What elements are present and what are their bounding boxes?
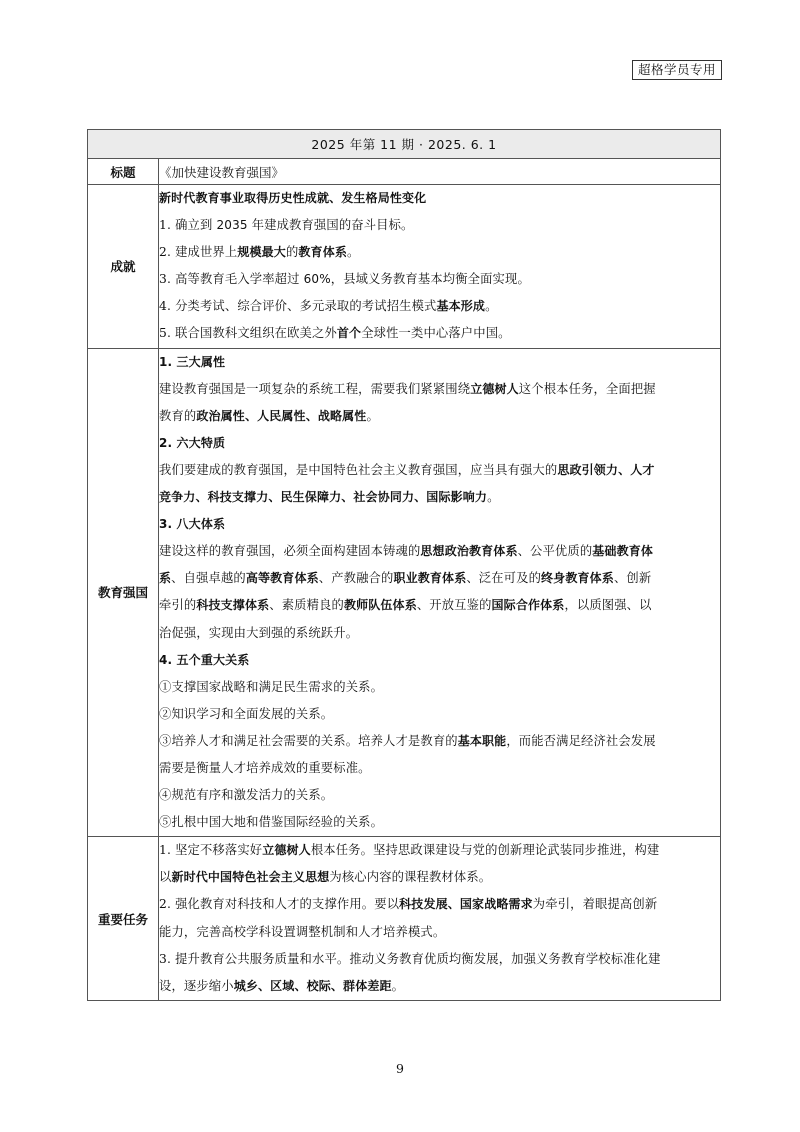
relation-item: ④规范有序和激发活力的关系。 [159,788,334,803]
strong-country-content [159,348,721,837]
task-line: 1. 坚定不移落实好立德树人根本任务。坚持思政课建设与党的创新理论武装同步推进，构建 [159,843,660,858]
relation-item: 需要是衡量人才培养成效的重要标准。 [159,760,371,775]
task-line: 以新时代中国特色社会主义思想为核心内容的课程教材体系。 [159,870,492,885]
title-row [88,159,721,185]
relation-item: ⑤扎根中国大地和借鉴国际经验的关系。 [159,815,384,830]
strong-country-label: 教育强国 [88,348,159,837]
paragraph-line: 牵引的科技支撑体系、素质精良的教师队伍体系、开放互鉴的国际合作体系，以质图强、以 [159,598,652,613]
title-label: 标题 [88,159,159,185]
task-line: 能力，完善高校学科设置调整机制和人才培养模式。 [159,924,446,939]
achievement-item: 4. 分类考试、综合评价、多元录取的考试招生模式基本形成。 [159,299,498,314]
paragraph-line: 系、自强卓越的高等教育体系、产教融合的职业教育体系、泛在可及的终身教育体系、创新 [159,571,652,586]
achievements-content [159,185,721,349]
key-tasks-row [88,837,721,1001]
section-title: 4. 五个重大关系 [159,652,250,667]
section-title: 1. 三大属性 [159,354,226,369]
paragraph-line: 我们要建成的教育强国，是中国特色社会主义教育强国，应当具有强大的思政引领力、人才 [159,462,655,477]
achievement-item: 5. 联合国教科文组织在欧美之外首个全球性一类中心落户中国。 [159,326,511,341]
issue-line: 2025 年第 11 期 · 2025. 6. 1 [88,130,721,159]
achievement-item: 3. 高等教育毛入学率超过 60%，县域义务教育基本均衡全面实现。 [159,272,530,287]
strong-country-row [88,348,721,837]
key-tasks-label: 重要任务 [88,837,159,1001]
achievements-heading: 新时代教育事业取得历史性成就、发生格局性变化 [159,191,427,205]
issue-row [88,130,721,159]
achievement-item: 2. 建成世界上规模最大的教育体系。 [159,245,360,260]
summary-table [87,129,721,1001]
task-line: 3. 提升教育公共服务质量和水平。推动义务教育优质均衡发展，加强义务教育学校标准化建 [159,951,661,966]
paragraph-line: 教育的政治属性、人民属性、战略属性。 [159,408,379,423]
paragraph-line: 竞争力、科技支撑力、民生保障力、社会协同力、国际影响力。 [159,490,500,505]
achievements-label: 成就 [88,185,159,349]
section-title: 3. 八大体系 [159,517,226,532]
relation-item: ③培养人才和满足社会需要的关系。培养人才是教育的基本职能，而能否满足经济社会发展 [159,733,656,748]
paragraph-line: 治促强，实现由大到强的系统跃升。 [159,625,359,640]
task-line: 2. 强化教育对科技和人才的支撑作用。要以科技发展、国家战略需求为牵引，着眼提高创新 [159,897,658,912]
relation-item: ①支撑国家战略和满足民生需求的关系。 [159,679,384,694]
title-value: 《加快建设教育强国》 [159,159,721,185]
key-tasks-content [159,837,721,1001]
exclusive-badge: 超格学员专用 [632,60,722,80]
page-number: 9 [396,1061,404,1076]
section-title: 2. 六大特质 [159,435,226,450]
achievements-row [88,185,721,349]
achievement-item: 1. 确立到 2035 年建成教育强国的奋斗目标。 [159,218,414,233]
paragraph-line: 建设教育强国是一项复杂的系统工程，需要我们紧紧围绕立德树人这个根本任务，全面把握 [159,381,656,396]
paragraph-line: 建设这样的教育强国，必须全面构建固本铸魂的思想政治教育体系、公平优质的基础教育体 [159,544,654,559]
task-line: 设，逐步缩小城乡、区域、校际、群体差距。 [159,978,405,993]
relation-item: ②知识学习和全面发展的关系。 [159,706,334,721]
